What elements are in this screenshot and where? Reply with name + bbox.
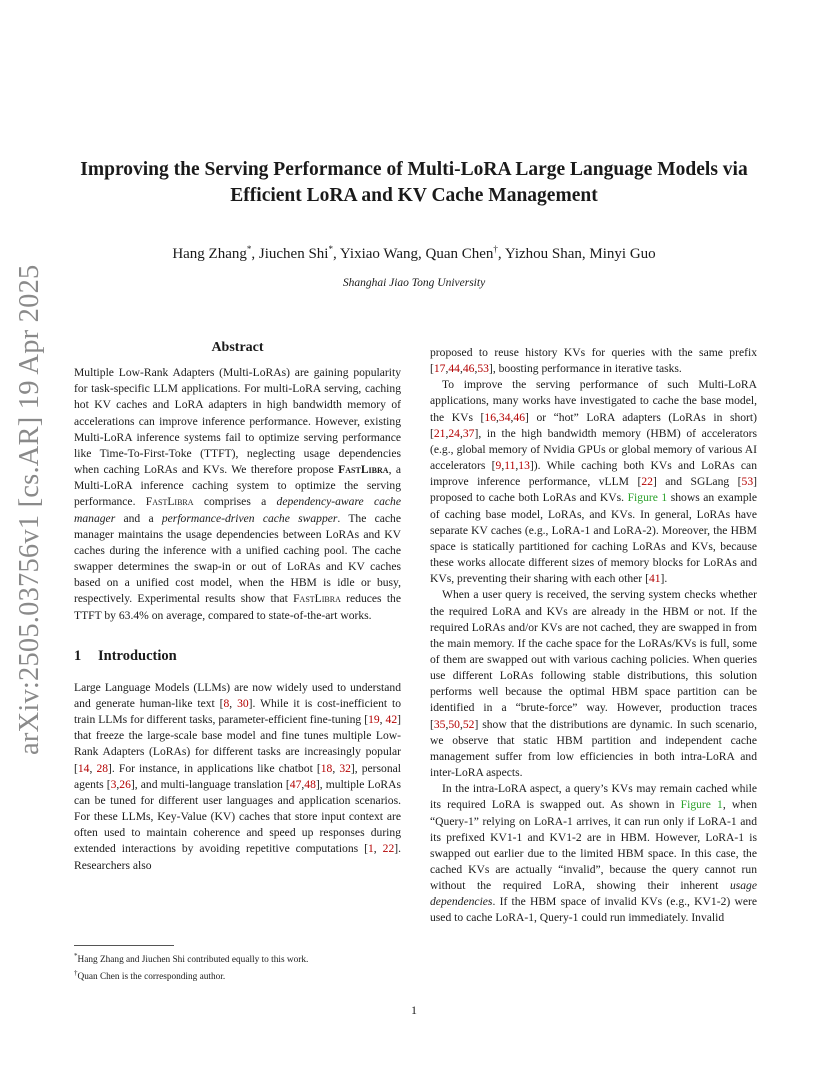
- arxiv-identifier: arXiv:2505.03756v1 [cs.AR] 19 Apr 2025: [14, 264, 45, 755]
- abstract-text: Multiple Low-Rank Adapters (Multi-LoRAs) are gaining popularity for task-specific LLM applications. For multi-LoRA serving, caching hot KV caches and LoRA adapters in high bandwidth memory of accelerations can improve inference performance. However, existing Multi-LoRA inference systems fail to optimize serving performance like Time-To-First-Toke (TTFT), neglecting usage dependencies when caching LoRAs and KVs. We therefore propose FastLibra, a Multi-LoRA inference caching system to optimize the serving performance. FastLibra comprises a dependency-aware cache manager and a performance-driven cache swapper. The cache manager maintains the usage dependencies between LoRAs and KV caches during the inference with a unified caching pool. The cache swapper determines the swap-in or out of LoRAs and KV caches based on a unified cost model, when the HBM is idle or busy, respectively. Experimental results show that FastLibra reduces the TTFT by 63.4% on average, compared to state-of-the-art works.: [74, 366, 401, 622]
- introduction-paragraph: Large Language Models (LLMs) are now widely used to understand and generate human-like text [8, 30]. While it is cost-inefficient to train LLMs for different tasks, parameter-efficient fine-tuning [19, 42] that freeze the large-scale base model and fine tunes multiple Low-Rank Adapters (LoRAs) for different tasks are increasingly popular [14, 28]. For instance, in applications like chatbot [18, 32], personal agents [3,26], and multi-language translation [47,48], multiple LoRAs can be tuned for different user languages and application scenarios. For these LLMs, Key-Value (KV) caches that store input context are often used to maintain coherence and speed up responses during extended interactions by avoiding repetitive computations [1, 22]. Researchers also: [74, 680, 402, 872]
- emphasis: dependency-aware cache manager: [74, 495, 401, 525]
- system-name: FastLibra: [293, 592, 341, 606]
- affiliation: Shanghai Jiao Tong University: [342, 277, 486, 289]
- citation-link[interactable]: 53: [741, 475, 754, 489]
- body-paragraph: In the intra-LoRA aspect, a query’s KVs may remain cached while its required LoRA is swapped out. As shown in Figure 1, when “Query-1” relying on LoRA-1 arrives, it can run only if LoRA-1 and its prefixed KV1-1 and KV1-2 are in HBM. However, LoRA-1 is swapped out earlier due to the limited HBM space. In this case, the cached KVs are actually “invalid”, because the query cannot run without the required LoRA, showing their inherent usage dependencies. If the HBM space of invalid KVs (e.g., KV1-2) were used to cache LoRA-1, Query-1 could run immediately. Invalid: [430, 782, 758, 925]
- citation-link[interactable]: 22: [641, 475, 653, 489]
- section-number: 1: [74, 647, 82, 664]
- abstract-heading: Abstract: [211, 340, 264, 355]
- citation-link[interactable]: 13: [518, 459, 530, 473]
- author-name: , Yizhou Shan, Minyi Guo: [497, 246, 656, 262]
- citation-link[interactable]: 18: [320, 761, 333, 775]
- citation-link[interactable]: 11: [504, 459, 516, 473]
- figure-reference-link[interactable]: Figure 1: [627, 491, 668, 505]
- system-name: FastLibra: [145, 495, 194, 509]
- body-paragraph: When a user query is received, the serving system checks whether the required LoRA and KVs are already in the HBM or not. If the required LoRAs and/or KVs are not cached, they are swapped in from the main memory. If the cache space for the LoRAs/KVs is full, some of them are swapped out with various caching policies. When queries use different LoRAs following stable distributions, this solution performs well because the optimal HBM space partition can be identified in a “brute-force” way. However, production traces [35,50,52] show that the distributions are dynamic. In such scenario, we observe that static HBM partition and independent cache management suffer from low efficiencies in both intra-LoRA and inter-LoRA aspects.: [430, 588, 757, 780]
- citation-link[interactable]: 3: [110, 777, 117, 791]
- citation-link[interactable]: 28: [96, 761, 109, 775]
- footnotes: [74, 950, 401, 984]
- author-name: , Jiuchen Shi: [251, 246, 329, 262]
- system-name: FastLibra: [338, 463, 389, 477]
- left-column: [74, 340, 401, 874]
- citation-link[interactable]: 48: [304, 777, 316, 791]
- emphasis: usage dependencies: [430, 879, 757, 909]
- citation-link[interactable]: 8: [223, 696, 230, 710]
- equal-contribution-mark: *: [328, 244, 333, 254]
- figure-reference-link[interactable]: Figure 1: [680, 798, 723, 812]
- citation-link[interactable]: 1: [367, 842, 374, 856]
- body-paragraph: To improve the serving performance of such Multi-LoRA applications, many works have investigated to cache the base model, the KVs [16,34,46] or “hot” LoRA adapters (LoRAs in short) [21,24,37], in the high bandwidth memory (HBM) of accelerators (e.g., global memory of Nvidia GPUs or global memory of various AI accelerators [9,11,13]). While caching both KVs and LoRAs can improve inference performance, vLLM [22] and SGLang [53] proposed to cache both LoRAs and KVs. Figure 1 shows an example of caching base model, LoRAs, and KVs. In general, LoRAs have separate KV caches (e.g., LoRA-1 and LoRA-2). Moreover, the HBM space is statically partitioned for caching LoRAs and KVs, because these works allocate different sizes of memory blocks for LoRAs and KVs, preventing their sharing with each other [41].: [430, 378, 758, 586]
- citation-link[interactable]: 42: [385, 713, 398, 727]
- author-name: Hang Zhang: [172, 246, 247, 262]
- footnote-mark: *: [74, 952, 78, 960]
- citation-link[interactable]: 21: [433, 426, 446, 440]
- citation-link[interactable]: 26: [119, 777, 131, 791]
- right-column: [430, 345, 757, 927]
- citation-link[interactable]: 41: [648, 572, 661, 586]
- citation-link[interactable]: 47: [289, 777, 302, 791]
- citation-link[interactable]: 52: [462, 717, 475, 731]
- citation-link[interactable]: 50: [448, 717, 460, 731]
- citation-link[interactable]: 32: [339, 761, 351, 775]
- citation-link[interactable]: 44: [448, 362, 460, 376]
- citation-link[interactable]: 9: [495, 459, 502, 473]
- citation-link[interactable]: 16: [484, 410, 497, 424]
- citation-link[interactable]: 46: [462, 362, 475, 376]
- corresponding-author-mark: †: [493, 244, 498, 254]
- footnote: *Hang Zhang and Jiuchen Shi contributed equally to this work.: [74, 952, 309, 965]
- citation-link[interactable]: 46: [513, 410, 526, 424]
- citation-link[interactable]: 34: [498, 410, 511, 424]
- page-number: 1: [411, 1003, 417, 1017]
- paper-title: Improving the Serving Performance of Multi-LoRA Large Language Models via Efficient LoRA and KV Cache Management: [80, 159, 748, 206]
- footnote-divider: [74, 945, 174, 946]
- citation-link[interactable]: 22: [382, 842, 395, 856]
- citation-link[interactable]: 30: [237, 696, 249, 710]
- section-heading-introduction: [74, 648, 401, 664]
- author-name: , Yixiao Wang, Quan Chen: [332, 246, 494, 262]
- emphasis: performance-driven cache swapper: [161, 511, 338, 525]
- citation-link[interactable]: 35: [433, 717, 446, 731]
- footnote-mark: †: [74, 969, 78, 977]
- citation-link[interactable]: 17: [433, 362, 446, 376]
- equal-contribution-mark: *: [246, 244, 252, 254]
- body-paragraph: proposed to reuse history KVs for queries with the same prefix [17,44,46,53], boosting performance in iterative tasks.: [430, 346, 757, 376]
- arxiv-side-stamp: [14, 264, 54, 755]
- citation-link[interactable]: 19: [368, 713, 380, 727]
- citation-link[interactable]: 24: [448, 426, 460, 440]
- citation-link[interactable]: 37: [462, 426, 475, 440]
- author-list: [70, 239, 758, 264]
- section-title: Introduction: [98, 647, 177, 664]
- citation-link[interactable]: 14: [77, 761, 90, 775]
- footnote: †Quan Chen is the corresponding author.: [74, 969, 226, 982]
- citation-link[interactable]: 53: [477, 362, 489, 376]
